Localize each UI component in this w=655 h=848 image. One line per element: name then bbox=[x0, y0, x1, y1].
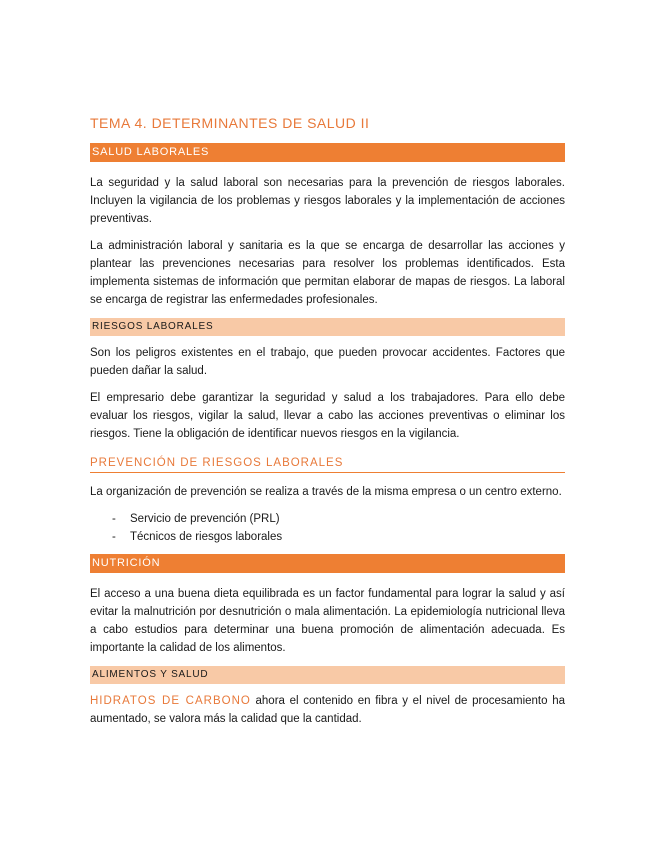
section-heading-alimentos-salud: ALIMENTOS Y SALUD bbox=[90, 666, 565, 684]
dash-bullet: - bbox=[112, 513, 116, 525]
section-heading-prevencion: PREVENCIÓN DE RIESGOS LABORALES bbox=[90, 457, 565, 473]
paragraph-nutricion-1: El acceso a una buena dieta equilibrada es un factor fundamental para lograr la salud y así evitar la malnutrición por desnutrición o mala alimentación. La epidemiología nutricional lleva a cabo estudios para determinar una buena promoción de alimentación adecuada. Es importante la calidad de los alimentos. bbox=[90, 588, 565, 654]
section-heading-nutricion: NUTRICIÓN bbox=[90, 554, 565, 573]
list-item bbox=[112, 510, 565, 528]
section-heading-riesgos-laborales: RIESGOS LABORALES bbox=[90, 318, 565, 336]
paragraph-salud-2: La administración laboral y sanitaria es la que se encarga de desarrollar las acciones y plantear las prevenciones necesarias para resolver los problemas identificados. Esta implementa sistemas de información que permitan elaborar de mapas de riesgos. La laboral se encarga de registrar las enfermedades profesionales. bbox=[90, 240, 565, 306]
prevencion-list bbox=[90, 510, 565, 546]
list-item-text: Técnicos de riesgos laborales bbox=[130, 531, 283, 543]
list-item bbox=[112, 528, 565, 546]
page-content bbox=[90, 115, 565, 737]
list-item-text: Servicio de prevención (PRL) bbox=[130, 513, 280, 525]
paragraph-prevencion-1: La organización de prevención se realiza a través de la misma empresa o un centro externo. bbox=[90, 486, 562, 498]
section-heading-salud-laborales: SALUD LABORALES bbox=[90, 143, 565, 162]
highlighted-term: HIDRATOS DE CARBONO bbox=[90, 695, 251, 707]
paragraph-riesgos-2: El empresario debe garantizar la seguridad y salud a los trabajadores. Para ello debe evaluar los riesgos, vigilar la salud, llevar a cabo las acciones preventivas o eliminar los riesgos. Tiene la obligación de identificar nuevos riesgos en la vigilancia. bbox=[90, 392, 565, 440]
paragraph-salud-1: La seguridad y la salud laboral son necesarias para la prevención de riesgos laborales. Incluyen la vigilancia de los problemas y riesgos laborales y la implementación de acciones preventivas. bbox=[90, 177, 565, 225]
paragraph-alimentos-1 bbox=[90, 692, 565, 728]
page-title: TEMA 4. DETERMINANTES DE SALUD II bbox=[90, 115, 370, 131]
paragraph-riesgos-1: Son los peligros existentes en el trabajo, que pueden provocar accidentes. Factores que pueden dañar la salud. bbox=[90, 347, 565, 377]
dash-bullet: - bbox=[112, 531, 116, 543]
paragraph-alimentos-text: ahora el contenido en fibra y el nivel de procesamiento ha aumentado, se valora más la calidad que la cantidad. bbox=[90, 695, 565, 725]
